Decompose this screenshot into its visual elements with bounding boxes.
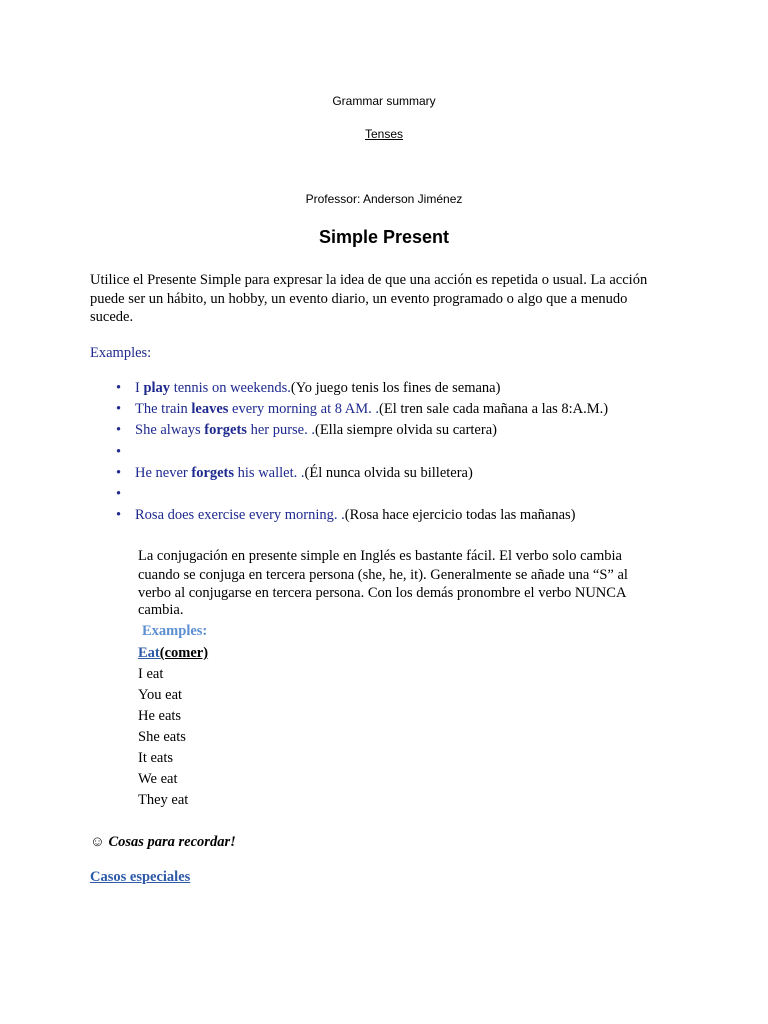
verb-form: He eats xyxy=(138,708,182,724)
list-item xyxy=(90,442,730,463)
bullet-icon: • xyxy=(116,443,122,460)
conjugation-line-4: cambia. xyxy=(138,602,184,618)
verb-translation: (comer) xyxy=(159,645,209,661)
list-item: • Rosa does exercise every morning. .(Rosa hace ejercicio todas las mañanas) xyxy=(90,505,730,526)
verb-heading xyxy=(138,644,208,662)
list-item: • I play tennis on weekends.(Yo juego tenis los fines de semana) xyxy=(90,378,730,399)
verb-form: She eats xyxy=(138,729,186,745)
bullet-icon: • xyxy=(116,485,122,502)
smiley-icon: ☺ xyxy=(90,834,105,850)
conjugation-line-1: La conjugación en presente simple en Inglés es bastante fácil. El verbo solo cambia xyxy=(138,548,622,564)
special-cases-link[interactable]: Casos especiales xyxy=(90,869,191,885)
bullet-icon: • xyxy=(116,422,122,439)
verb-form: It eats xyxy=(138,750,174,766)
conjugation-line-3: verbo al conjugarse en tercera persona. Con los demás pronombre el verbo NUNCA xyxy=(138,585,627,601)
verb-form: They eat xyxy=(138,792,189,808)
intro-line-1: Utilice el Presente Simple para expresar la idea de que una acción es repetida o usual. La acción xyxy=(90,272,648,288)
examples-list xyxy=(90,378,730,526)
bullet-icon: • xyxy=(116,507,122,524)
bullet-icon: • xyxy=(116,380,122,396)
verb-form: You eat xyxy=(138,687,183,703)
bullet-icon: • xyxy=(116,401,122,418)
intro-line-2: puede ser un hábito, un hobby, un evento diario, un evento programado o algo que a menudo xyxy=(90,291,628,307)
list-item: • He never forgets his wallet. .(Él nunca olvida su billetera) xyxy=(90,463,730,484)
verb-form: I eat xyxy=(138,666,164,682)
list-item: • She always forgets her purse. .(Ella siempre olvida su cartera) xyxy=(90,420,730,441)
verb-form: We eat xyxy=(138,771,178,787)
tenses-header: Tenses xyxy=(364,127,404,141)
page-title: Simple Present xyxy=(318,227,450,247)
list-item: • The train leaves every morning at 8 AM. .(El tren sale cada mañana a las 8:A.M.) xyxy=(90,399,730,420)
verb-link[interactable]: Eat xyxy=(138,645,160,661)
examples-label: Examples: xyxy=(90,345,152,361)
intro-line-3: sucede. xyxy=(90,309,134,325)
conjugation-line-2: cuando se conjuga en tercera persona (she, he, it). Generalmente se añade una “S” al xyxy=(138,567,628,583)
professor-line: Professor: Anderson Jiménez xyxy=(305,192,463,206)
remember-note: ☺ Cosas para recordar! xyxy=(90,834,236,850)
conjugation-examples-label: Examples: xyxy=(142,623,208,639)
list-item xyxy=(90,484,730,505)
grammar-summary-header: Grammar summary xyxy=(332,94,436,108)
bullet-icon: • xyxy=(116,464,122,481)
